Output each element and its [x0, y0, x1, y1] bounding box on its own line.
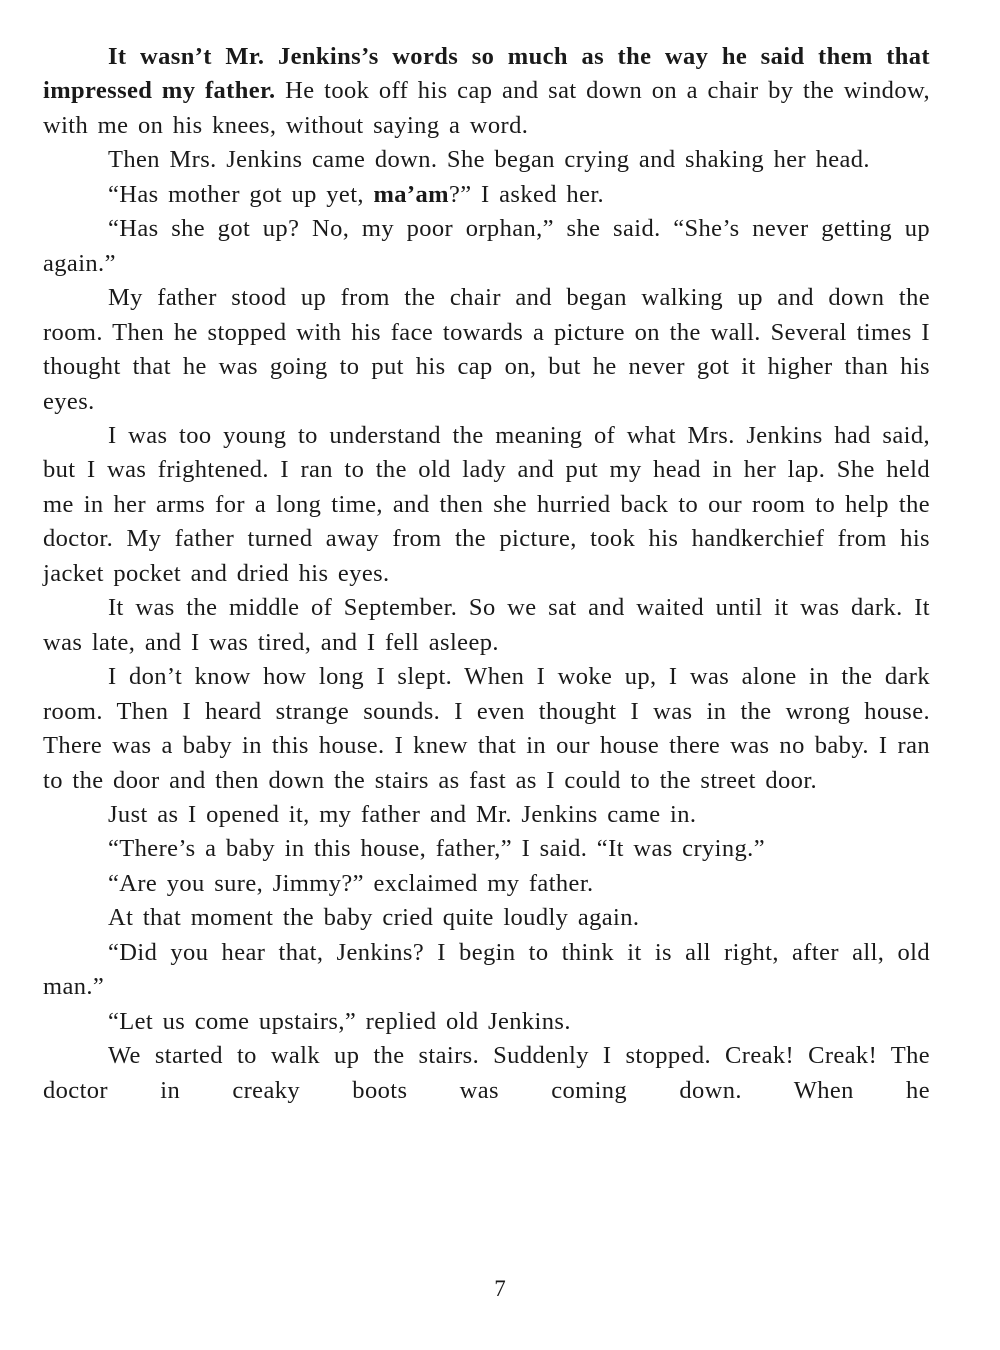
paragraph-3-post: ?” I asked her. — [448, 180, 605, 208]
page-number: 7 — [494, 1276, 506, 1301]
paragraph-13: “Did you hear that, Jenkins? I begin to think it is all right, after all, old man.” — [43, 938, 930, 1001]
bold-word-maam: ma’am — [373, 180, 449, 208]
page-text — [43, 40, 930, 1108]
paragraph-5: My father stood up from the chair and began walking up and down the room. Then he stopped with his face towards a picture on the wall. Several times I thought that he was going to put his cap on, but he never got it higher than his eyes. — [43, 284, 930, 415]
paragraph-4: “Has she got up? No, my poor orphan,” she said. “She’s never getting up again.” — [43, 215, 930, 277]
paragraph-12: At that moment the baby cried quite loudly again. — [108, 904, 640, 932]
paragraph-1 — [43, 40, 930, 143]
bold-lead-sentence: It wasn’t Mr. Jenkins’s words so much as the way he said them that impressed my father. — [43, 43, 930, 105]
paragraph-15: We started to walk up the stairs. Suddenly I stopped. Creak! Creak! The doctor in creaky boots was coming down. When he — [43, 1042, 930, 1104]
paragraph-3 — [43, 178, 930, 212]
paragraph-10: “There’s a baby in this house, father,” I said. “It was crying.” — [108, 835, 765, 863]
paragraph-14: “Let us come upstairs,” replied old Jenkins. — [108, 1007, 571, 1035]
paragraph-9: Just as I opened it, my father and Mr. Jenkins came in. — [108, 800, 697, 828]
paragraph-1-text: He took off his cap and sat down on a chair by the window, with me on his knees, without saying a word. — [43, 77, 930, 139]
paragraph-11: “Are you sure, Jimmy?” exclaimed my father. — [108, 869, 594, 897]
paragraph-2: Then Mrs. Jenkins came down. She began crying and shaking her head. — [108, 146, 870, 174]
paragraph-8: I don’t know how long I slept. When I woke up, I was alone in the dark room. Then I heard strange sounds. I even thought I was in the wrong house. There was a baby in this house. I knew that in our house there was no baby. I ran to the door and then down the stairs as fast as I could to the street door. — [43, 663, 930, 794]
paragraph-3-pre: “Has mother got up yet, — [108, 180, 374, 208]
paragraph-6: I was too young to understand the meaning of what Mrs. Jenkins had said, but I was frightened. I ran to the old lady and put my head in her lap. She held me in her arms for a long time, and then she hurried back to our room to help the doctor. My father turned away from the picture, took his handkerchief from his jacket pocket and dried his eyes. — [43, 421, 930, 587]
paragraph-7: It was the middle of September. So we sat and waited until it was dark. It was late, and I was tired, and I fell asleep. — [43, 594, 930, 656]
